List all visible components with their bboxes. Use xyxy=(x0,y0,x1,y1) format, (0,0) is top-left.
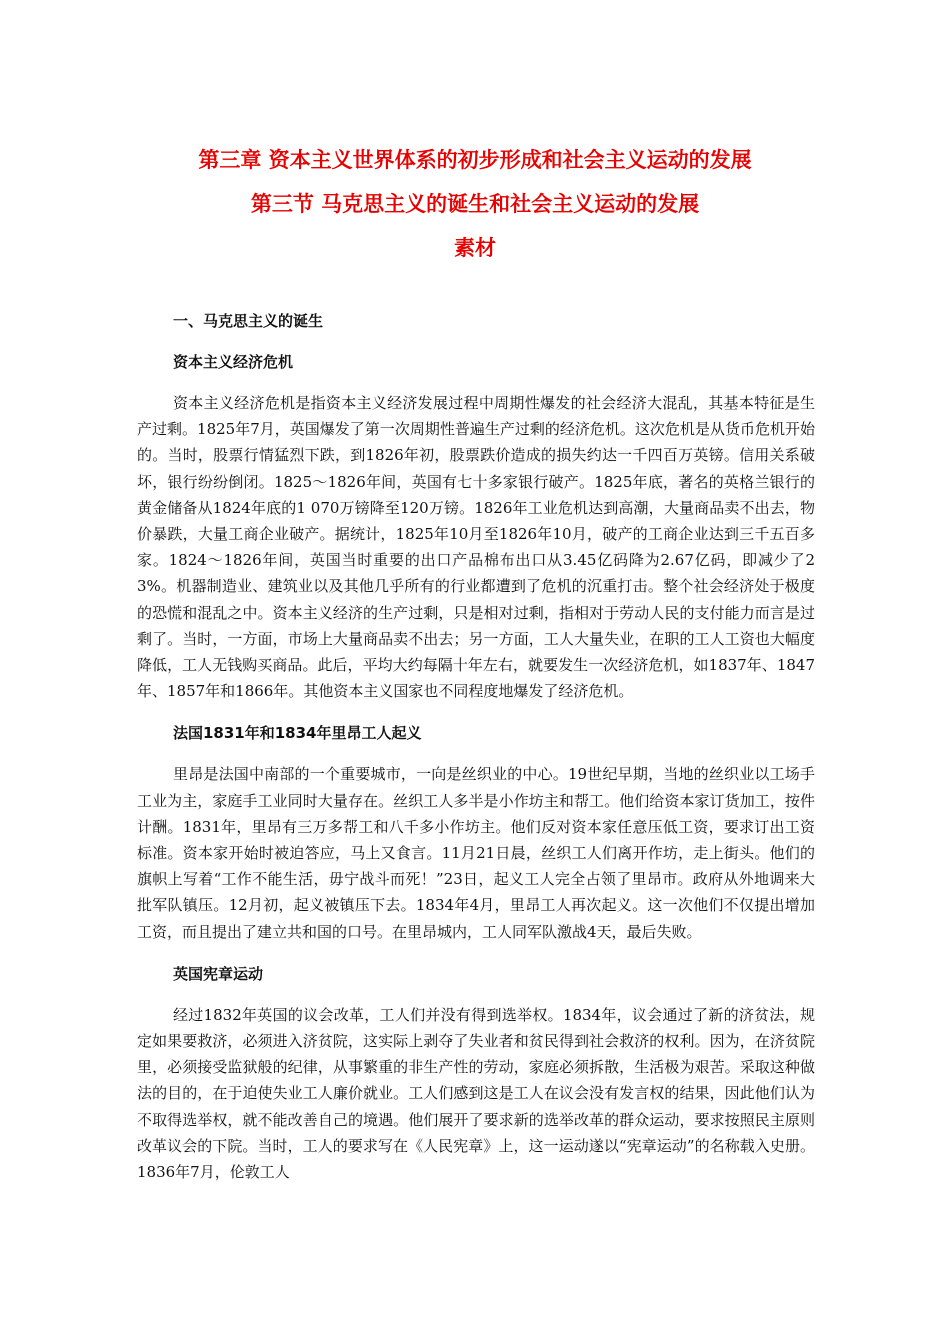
section-title: 第三节 马克思主义的诞生和社会主义运动的发展 xyxy=(250,192,700,216)
material-title: 素材 xyxy=(454,236,496,260)
part1-heading: 一、马克思主义的诞生 xyxy=(173,312,324,330)
lyon-heading: 法国1831年和1834年里昂工人起义 xyxy=(173,724,422,743)
title-block xyxy=(0,138,950,270)
document-body xyxy=(137,308,815,1201)
lyon-paragraph: 里昂是法国中南部的一个重要城市，一向是丝织业的中心。19世纪早期，当地的丝织业以工场手工业为主，家庭手工业同时大量存在。丝织工人多半是小作坊主和帮工。他们给资本家订货加工，按件计酬。1831年，里昂有三万多帮工和八千多小作坊主。他们反对资本家任意压低工资，要求订出工资标准。资本家开始时被迫答应，马上又食言。11月21日晨，丝织工人们离开作坊，走上街头。他们的旗帜上写着“工作不能生活，毋宁战斗而死！”23日，起义工人完全占领了里昂市。政府从外地调来大批军队镇压。12月初，起义被镇压下去。1834年4月，里昂工人再次起义。这一次他们不仅提出增加工资，而且提出了建立共和国的口号。在里昂城内，工人同军队激战4天，最后失败。 xyxy=(137,765,815,941)
crisis-paragraph: 资本主义经济危机是指资本主义经济发展过程中周期性爆发的社会经济大混乱，其基本特征是生产过剩。1825年7月，英国爆发了第一次周期性普遍生产过剩的经济危机。这次危机是从货币危机开始的。当时，股票行情猛烈下跌，到1826年初，股票跌价造成的损失约达一千四百万英镑。信用关系破坏，银行纷纷倒闭。1825～1826年间，英国有七十多家银行破产。1825年底，著名的英格兰银行的黄金储备从1824年底的1 070万镑降至120万镑。1826年工业危机达到高潮，大量商品卖不出去，物价暴跌，大量工商企业破产。据统计，1825年10月至1826年10月，破产的工商企业达到三千五百多家。1824～1826年间，英国当时重要的出口产品棉布出口从3.45亿码降为2.67亿码，即减少了23%。机器制造业、建筑业以及其他几乎所有的行业都遭到了危机的沉重打击。整个社会经济处于极度的恐慌和混乱之中。资本主义经济的生产过剩，只是相对过剩，指相对于劳动人民的支付能力而言是过剩了。当时，一方面，市场上大量商品卖不出去；另一方面，工人大量失业，在职的工人工资也大幅度降低，工人无钱购买商品。此后，平均大约每隔十年左右，就要发生一次经济危机，如1837年、1847年、1857年和1866年。其他资本主义国家也不同程度地爆发了经济危机。 xyxy=(137,394,815,701)
crisis-heading: 资本主义经济危机 xyxy=(173,353,294,371)
chartism-heading: 英国宪章运动 xyxy=(173,964,264,983)
chapter-title: 第三章 资本主义世界体系的初步形成和社会主义运动的发展 xyxy=(198,148,752,172)
chartism-paragraph: 经过1832年英国的议会改革，工人们并没有得到选举权。1834年，议会通过了新的济贫法，规定如果要救济，必须进入济贫院，这实际上剥夺了失业者和贫民得到社会救济的权利。因为，在济贫院里，必须接受监狱般的纪律，从事繁重的非生产性的劳动，家庭必须拆散，生活极为艰苦。采取这种做法的目的，在于迫使失业工人廉价就业。工人们感到这是工人在议会没有发言权的结果，因此他们认为不取得选举权，就不能改善自己的境遇。他们展开了要求新的选举改革的群众运动，要求按照民主原则改革议会的下院。当时，工人的要求写在《人民宪章》上，这一运动遂以“宪章运动”的名称载入史册。1836年7月，伦敦工人 xyxy=(137,1005,815,1182)
